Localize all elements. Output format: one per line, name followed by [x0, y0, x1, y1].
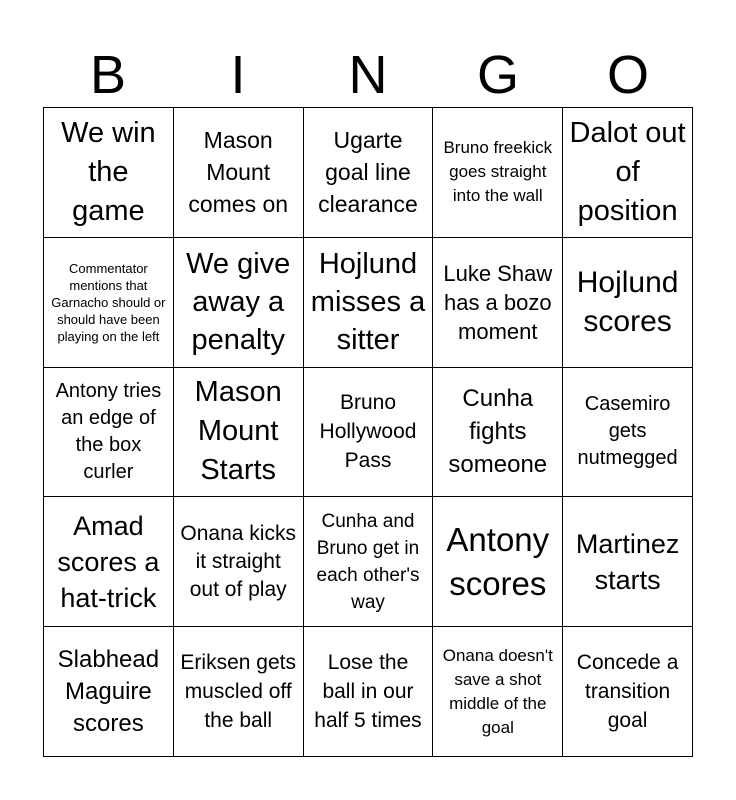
bingo-cell[interactable]	[44, 368, 174, 498]
header-letter-b: B	[89, 45, 127, 105]
cell-text: Commentator mentions that Garnacho should or should have been playing on the left	[51, 260, 166, 344]
cell-text: Concede a transition goal	[576, 651, 679, 733]
bingo-cell[interactable]	[44, 108, 174, 238]
bingo-cell[interactable]	[563, 368, 693, 498]
cell-text: Slabhead Maguire scores	[57, 645, 160, 737]
cell-text: Eriksen gets muscled off the ball	[180, 651, 296, 733]
cell-text: Antony scores	[446, 520, 550, 602]
cell-text: Hojlund misses a sitter	[310, 248, 426, 357]
cell-text: Cunha fights someone	[448, 385, 548, 479]
bingo-cell[interactable]	[174, 238, 304, 368]
bingo-cell[interactable]	[433, 497, 563, 627]
bingo-cell[interactable]	[304, 627, 434, 757]
cell-text: We win the game	[61, 116, 156, 227]
bingo-cell[interactable]	[174, 368, 304, 498]
header-letter-g: G	[476, 45, 519, 105]
bingo-cell[interactable]	[563, 108, 693, 238]
bingo-cell[interactable]	[433, 108, 563, 238]
cell-text: Martinez starts	[575, 528, 680, 595]
cell-text: Casemiro gets nutmegged	[577, 393, 678, 470]
bingo-cell[interactable]	[304, 497, 434, 627]
bingo-cell[interactable]	[433, 627, 563, 757]
cell-text: Bruno Hollywood Pass	[319, 391, 417, 473]
bingo-cell[interactable]	[304, 108, 434, 238]
bingo-cell[interactable]	[563, 497, 693, 627]
cell-text: Mason Mount Starts	[194, 376, 282, 487]
header-letter-n: N	[348, 45, 388, 105]
cell-text: Bruno freekick goes straight into the wall	[443, 138, 553, 206]
cell-text: Amad scores a hat-trick	[57, 510, 160, 613]
cell-text: Lose the ball in our half 5 times	[314, 651, 422, 733]
bingo-cell[interactable]	[563, 627, 693, 757]
cell-text: Dalot out of position	[569, 116, 686, 227]
bingo-cell[interactable]	[304, 368, 434, 498]
cell-text: Luke Shaw has a bozo moment	[443, 260, 553, 344]
cell-text: Antony tries an edge of the box curler	[55, 379, 162, 483]
cell-text: Onana kicks it straight out of play	[180, 521, 296, 601]
bingo-header	[43, 44, 693, 106]
header-letter-i: I	[230, 45, 246, 105]
bingo-cell[interactable]	[174, 497, 304, 627]
cell-text: Ugarte goal line clearance	[318, 127, 418, 218]
bingo-card-grid	[43, 107, 693, 757]
bingo-cell[interactable]	[44, 497, 174, 627]
bingo-cell[interactable]	[174, 627, 304, 757]
cell-text: Onana doesn't save a shot middle of the goal	[442, 645, 553, 737]
bingo-cell[interactable]	[433, 368, 563, 498]
bingo-cell[interactable]	[563, 238, 693, 368]
bingo-cell[interactable]	[304, 238, 434, 368]
header-letter-o: O	[606, 45, 649, 105]
cell-text: We give away a penalty	[186, 248, 291, 357]
cell-text: Mason Mount comes on	[188, 127, 289, 218]
cell-text: Hojlund scores	[576, 266, 679, 339]
bingo-cell[interactable]	[174, 108, 304, 238]
bingo-cell[interactable]	[44, 238, 174, 368]
cell-text: Cunha and Bruno get in each other's way	[316, 510, 420, 613]
bingo-cell[interactable]	[44, 627, 174, 757]
bingo-cell[interactable]	[433, 238, 563, 368]
